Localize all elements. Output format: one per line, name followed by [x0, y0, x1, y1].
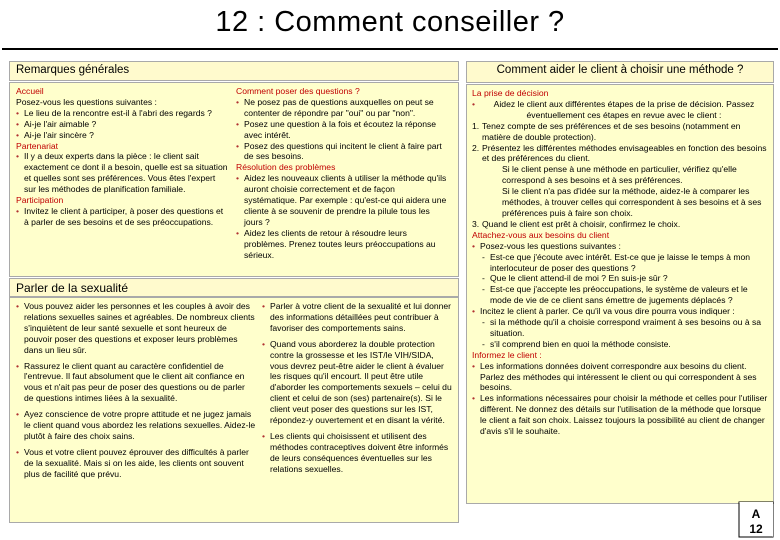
list-item: - Est-ce que j'accepte les préoccupations, le système de valeurs et le mode de vie de ce client sans émettre de jugements déplacés ?: [482, 284, 768, 306]
decision-steps: [472, 121, 768, 230]
list-item: • Les informations données doivent correspondre aux besoins du client. Parlez des méthodes qui intéressent le client ou qui correspondent à ses besoins.: [472, 361, 768, 394]
list-item: 2. Présentez les différentes méthodes envisageables en fonction des besoins et des préférences du client. Si le client pense à une méthode en particulier, vérifiez qu'elle correspond à ses besoins et à ses préférences. Si le client n'a pas d'idée sur la méthode, aidez-le à comparer les méthodes, à trouver celles qui correspondent à ses besoins et à ses préférences puis à faire son choix.: [472, 142, 767, 218]
choose-method-panel: [466, 84, 774, 504]
decision-heading: La prise de décision: [472, 88, 549, 98]
list-item: • Incitez le client à parler. Ce qu'il va vous dire pourra vous indiquer :: [472, 306, 768, 317]
list-item: • Aidez les nouveaux clients à utiliser la méthode qu'ils auront choisie correctement et de façon systématique. Par exemple : qu'est-ce qui aidera une cliente à se souvenir de prendre la pilule tous les jours ?: [236, 173, 448, 228]
badge-letter: A: [751, 507, 761, 521]
accueil-intro: Posez-vous les questions suivantes :: [16, 96, 157, 107]
sexuality-column-2: [262, 301, 454, 475]
list-item: • Quand vous aborderez la double protection contre la grossesse et les IST/le VIH/SIDA, vous devrez peut-être aider le client à évaluer les risques qu'il encourt. Il peut être utile d'aborder les comportements sexuels – celui du client et celui de son (ses) partenaire(s). Si le client veut poser des questions sur les IST, répondez-y ouvertement et en disant la vérité.: [262, 339, 454, 426]
participation-heading: Participation: [16, 195, 64, 206]
page-title: 12 : Comment conseiller ?: [215, 6, 565, 38]
general-remarks-panel: [9, 82, 459, 277]
besoins-heading: Attachez-vous aux besoins du client: [472, 229, 610, 240]
partenariat-heading: Partenariat: [16, 140, 59, 151]
list-item: • Les clients qui choisissent et utilisent des méthodes contraceptives doivent être informés de leurs conséquences éventuelles sur les relations sexuelles.: [262, 431, 454, 475]
problemes-heading: Résolution des problèmes: [236, 162, 336, 173]
list-item: 3. Quand le client est prêt à choisir, confirmez le choix.: [472, 218, 681, 229]
list-item: • Parler à votre client de la sexualité et lui donner des informations détaillées peut contribuer à favoriser des comportements sains.: [262, 301, 454, 334]
list-item: - si la méthode qu'il a choisie correspond vraiment à ses besoins ou à sa situation.: [482, 317, 768, 339]
chapter-badge: [736, 500, 776, 540]
list-item: • Il y a deux experts dans la pièce : le client sait exactement ce dont il a besoin, quelle est sa situation et quelles sont ses préférences. Vous êtes l'expert sur les méthodes de planification familiale.: [16, 151, 228, 195]
list-item: - Que le client attend-il de moi ? En suis-je sûr ?: [482, 273, 768, 284]
remarks-column-1: [16, 86, 228, 228]
list-item: • Aidez le client aux différentes étapes de la prise de décision. Passez éventuellement ces étapes en revue avec le client :: [472, 99, 768, 121]
list-item: 1. Tenez compte de ses préférences et de ses besoins (notamment en matière de double protection).: [472, 120, 741, 142]
choose-method-column: [472, 88, 768, 437]
list-item: Si le client n'a pas d'idée sur la méthode, aidez-le à comparer les méthodes, à trouver celles qui correspondent à ses besoins et à ses préférences puis à faire son choix.: [502, 186, 762, 218]
list-item: - Est-ce que j'écoute avec intérêt. Est-ce que je laisse le temps à mon interlocuteur de poser des questions ?: [482, 252, 768, 274]
list-item: • Le lieu de la rencontre est-il à l'abri des regards ?: [16, 108, 228, 119]
list-item: • Posez-vous les questions suivantes :: [472, 241, 768, 252]
sexuality-panel: [9, 297, 459, 523]
list-item: Si le client pense à une méthode en particulier, vérifiez qu'elle correspond à ses besoins et à ses préférences.: [502, 164, 737, 186]
list-item: • Ayez conscience de votre propre attitude et ne jugez jamais le client quand vous abordez les relations sexuelles. Aidez-le plutôt à faire des choix sains.: [16, 409, 256, 442]
list-item: • Rassurez le client quant au caractère confidentiel de l'entrevue. Il faut absolument que le client ait confiance en vous et n'ait pas peur de poser des questions ou de parler de questions intimes liées à la sexualité.: [16, 361, 256, 405]
list-item: • Vous pouvez aider les personnes et les couples à avoir des relations sexuelles saines et agréables. De nombreux clients s'inquiètent de leur santé sexuelle et sont heureux de pouvoir poser des questions et exposer leurs problèmes dans un lieu sûr.: [16, 301, 256, 356]
accueil-heading: Accueil: [16, 86, 44, 96]
list-item: • Vous et votre client pouvez éprouver des difficultés à parler de la sexualité. Mais si on les aide, les clients ont souvent plus de facilité que prévu.: [16, 447, 256, 480]
left-section-header: Remarques générales: [9, 61, 459, 81]
title-rule: [2, 48, 778, 50]
remarks-column-2: [236, 86, 448, 261]
list-item: • Aidez les clients de retour à résoudre leurs problèmes. Prenez toutes leurs préoccupations au sérieux.: [236, 228, 448, 261]
list-item: • Posez des questions qui incitent le client à faire part de ses besoins.: [236, 141, 448, 163]
sexuality-column-1: [16, 301, 256, 480]
right-section-header: Comment aider le client à choisir une méthode ?: [466, 61, 774, 83]
list-item: • Posez une question à la fois et écoutez la réponse avec intérêt.: [236, 119, 448, 141]
informez-heading: Informez le client :: [472, 349, 542, 360]
list-item: • Invitez le client à participer, à poser des questions et à parler de ses besoins et de ses préoccupations.: [16, 206, 228, 228]
questions-heading: Comment poser des questions ?: [236, 86, 360, 96]
sexuality-header: Parler de la sexualité: [9, 278, 459, 297]
list-item: • Ne posez pas de questions auxquelles on peut se contenter de répondre par "oui" ou par "non".: [236, 97, 448, 119]
list-item: • Les informations nécessaires pour choisir la méthode et celles pour l'utiliser diffèrent. Ne donnez des détails sur l'utilisation de la méthode que lorsque le client a fait son choix. Laissez toujours la possibilité au client de changer d'avis s'il le souhaite.: [472, 393, 768, 437]
list-item: - s'il comprend bien en quoi la méthode consiste.: [482, 339, 768, 350]
list-item: • Ai-je l'air sincère ?: [16, 130, 228, 141]
list-item: • Ai-je l'air aimable ?: [16, 119, 228, 130]
badge-number: 12: [749, 522, 763, 536]
